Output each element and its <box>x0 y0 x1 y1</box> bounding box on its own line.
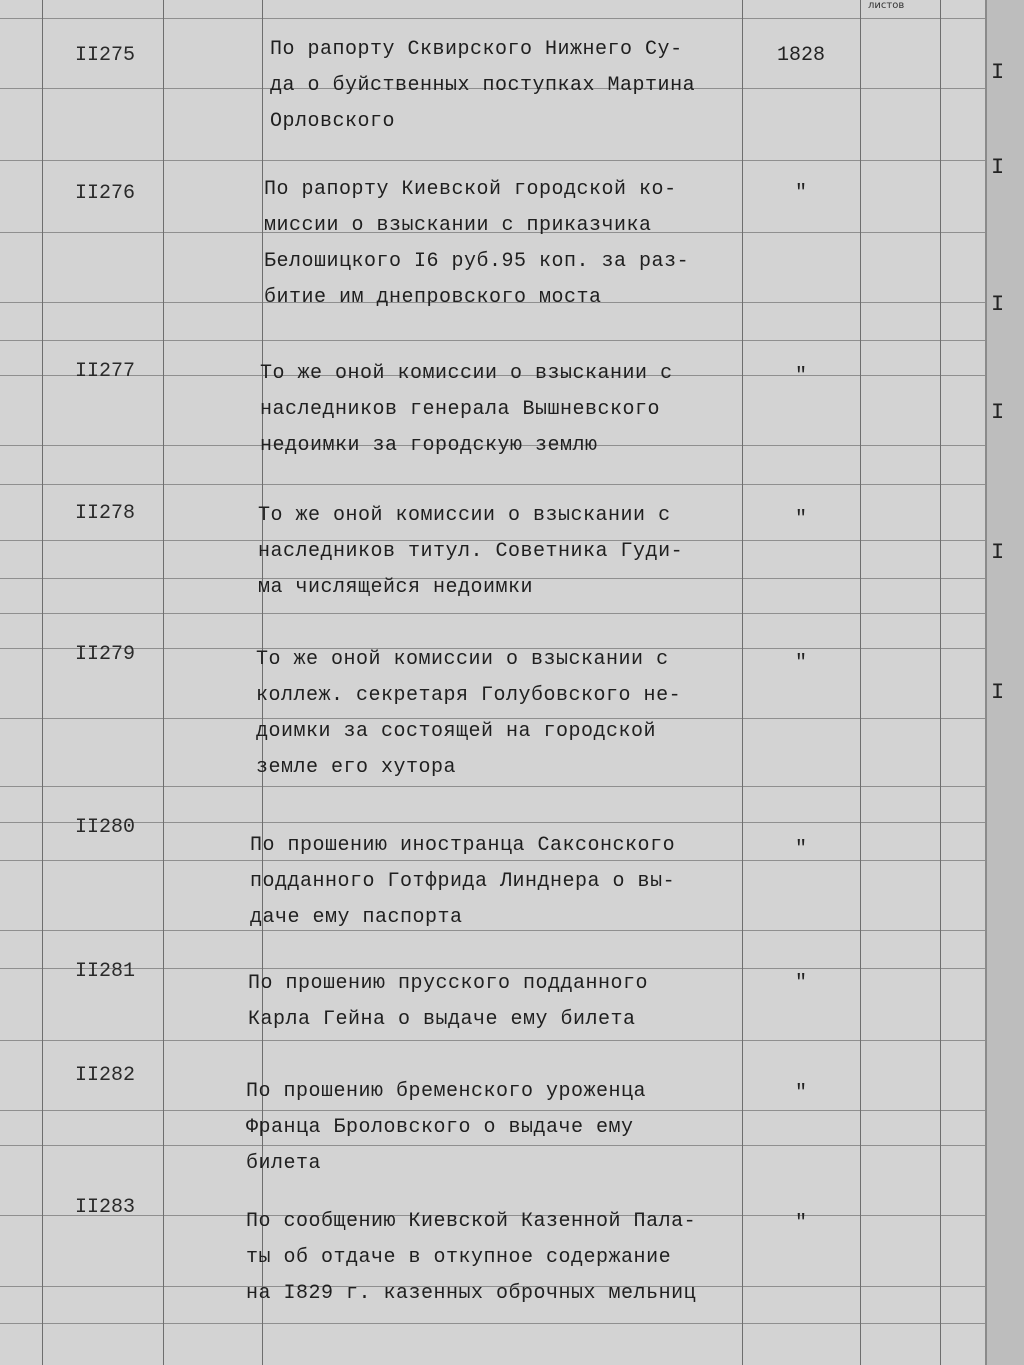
entry-description: По прошению бременского уроженца Франца Броловского о выдаче ему билета <box>246 1080 647 1175</box>
entry-description: По рапорту Сквирского Нижнего Су- да о буйственных поступках Мартина Орловского <box>270 38 696 133</box>
entry-number: II277 <box>74 360 135 383</box>
entry-description: По сообщению Киевской Казенной Пала- ты об отдаче в откупное содержание на I829 г. казенных оброчных мельниц <box>246 1210 697 1305</box>
entry-year: 1828 <box>776 44 825 67</box>
entry-number: II279 <box>74 643 135 666</box>
entry-description: По рапорту Киевской городской ко- миссии о взыскании с приказчика Белошицкого I6 руб.95 коп. за раз- битие им днепровского моста <box>264 178 690 309</box>
entry-description: По прошению прусского подданного Карла Гейна о выдаче ему билета <box>248 972 649 1031</box>
next-page-edge: I I I I I I <box>985 0 1024 1365</box>
entry-year: " <box>794 365 807 388</box>
header-sheets-label: листов <box>868 0 905 11</box>
entry-year: " <box>794 972 807 995</box>
entry-year: " <box>794 838 807 861</box>
entry-description: То же оной комиссии о взыскании с наследников титул. Советника Гуди- ма числящейся недоимки <box>258 504 684 599</box>
entry-number: II276 <box>74 182 135 205</box>
entry-year: " <box>794 508 807 531</box>
entry-description: То же оной комиссии о взыскании с коллеж. секретаря Голубовского не- доимки за состоящей на городской земле его хутора <box>256 648 682 779</box>
entry-number: II282 <box>74 1064 135 1087</box>
entry-number: II283 <box>74 1196 135 1219</box>
entry-year: " <box>794 1082 807 1105</box>
entry-description: То же оной комиссии о взыскании с наследников генерала Вышневского недоимки за городскую землю <box>260 362 673 457</box>
entry-number: II275 <box>74 44 135 67</box>
entry-year: " <box>794 1212 807 1235</box>
entry-number: II281 <box>74 960 135 983</box>
entry-description: По прошению иностранца Саксонского подданного Готфрида Линднера о вы- даче ему паспорта <box>250 834 676 929</box>
entry-year: " <box>794 182 807 205</box>
entry-number: II278 <box>74 502 135 525</box>
entry-year: " <box>794 652 807 675</box>
entry-number: II280 <box>74 816 135 839</box>
